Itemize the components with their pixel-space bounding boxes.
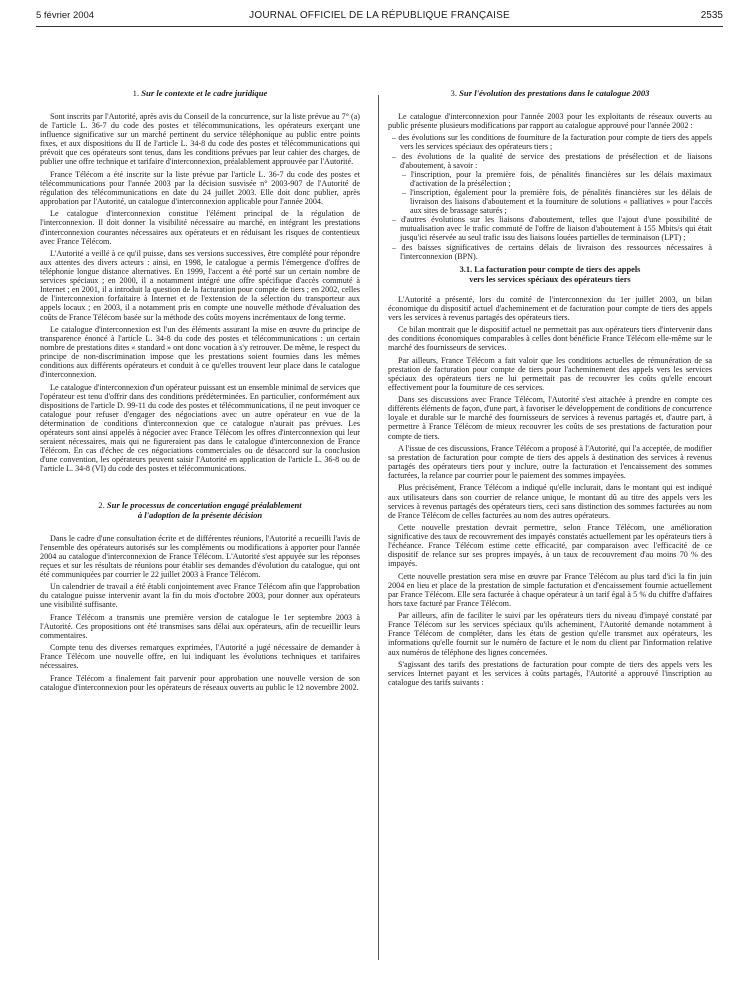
paragraph: Ce bilan montrait que le dispositif actuel ne permettait pas aux opérateurs tiers d'intervenir dans des conditions économiques comparables à celles dont bénéficie France Télécom elle-même sur le marché des fournisseurs de services. bbox=[388, 325, 712, 353]
paragraph: France Télécom a transmis une première version de catalogue le 1er septembre 2003 à l'Autorité. Ces propositions ont été transmises sans délai aux opérateurs, afin de recueillir leurs commentaires. bbox=[40, 612, 360, 640]
list-item: – des évolutions sur les conditions de fourniture de la facturation pour compte de tiers des appels vers les services spéciaux des opérateurs tiers ; bbox=[392, 133, 712, 152]
paragraph: Le catalogue d'interconnexion est l'un des éléments assurant la mise en œuvre du principe de transparence énoncé à l'article L. 34-8 du code des postes et télécommunications : un certain nombre de prestations dites « standard » ont donc vocation à s'y retrouver. De même, le respect du principe de non-discrimination impose que les prestations soient fournies dans les mêmes conditions aux différents opérateurs et conduit à ce qu'elles trouvent leur place dans le catalogue d'interconnexion. bbox=[40, 324, 360, 380]
paragraph: Le catalogue d'interconnexion constitue l'élément principal de la régulation de l'interconnexion. Il doit donner la visibilité nécessaire au marché, en intégrant les prestations d'interconnexion courantes nécessaires aux opérateurs et en réduisant les risques de contentieux avec France Télécom. bbox=[40, 209, 360, 246]
section-3-number: 3. bbox=[450, 88, 457, 98]
paragraph: S'agissant des tarifs des prestations de facturation pour compte de tiers des appels vers les services Internet payant et les services à coûts partagés, l'Autorité a approuvé l'inscription au catalogue des tarifs suivants : bbox=[388, 659, 712, 688]
list-subitem: – l'inscription, également pour la première fois, de pénalités financières sur les délais de livraison des liaisons d'aboutement et la fourniture de solutions « palliatives » pour l'accès aux sites de brassage saturés ; bbox=[402, 187, 712, 216]
column-divider bbox=[378, 95, 379, 960]
modifications-list bbox=[388, 133, 712, 260]
list-item: – des évolutions de la qualité de service des prestations de présélection et de liaisons d'aboutement, à savoir : bbox=[392, 151, 712, 170]
header-page-number: 2535 bbox=[700, 10, 723, 21]
list-subitem: – l'inscription, pour la première fois, de pénalités financières sur les délais maximaux d'activation de la présélection ; bbox=[402, 169, 712, 188]
section-1-number: 1. bbox=[132, 88, 140, 98]
section-3-1-title-line-1: 3.1. La facturation pour compte de tiers des appels bbox=[459, 264, 641, 274]
paragraph: Dans ses discussions avec France Télécom, l'Autorité s'est attachée à prendre en compte ces différents éléments de façon, d'une part, à favoriser le développement de conditions de concurrence loyale et durable sur le marché des fournisseurs de services à revenus partagés et, d'autre part, à permettre à France Télécom de mieux recouvrer les coûts de ses prestations de facturation pour compte de tiers. bbox=[388, 395, 712, 441]
paragraph: Plus précisément, France Télécom a indiqué qu'elle inclurait, dans le montant qui est indiqué aux utilisateurs dans son courrier de relance unique, le montant dû au titre des appels vers les services à revenus partagés des opérateurs tiers, ceci sans distinction des sommes facturées au nom de France Télécom de celles facturées au nom des autres opérateurs. bbox=[388, 483, 712, 520]
right-column bbox=[388, 88, 712, 690]
section-3-title: Sur l'évolution des prestations dans le catalogue 2003 bbox=[459, 88, 650, 98]
paragraph: Cette nouvelle prestation sera mise en œuvre par France Télécom au plus tard d'ici la fin juin 2004 en lieu et place de la prestation de simple facturation et d'encaissement fournie actuellement par France Télécom. Elle sera facturée à chaque opérateur à un tarif égal à 5 % du chiffre d'affaires hors taxe facturé par France Télécom. bbox=[388, 571, 712, 608]
paragraph: L'Autorité a veillé à ce qu'il puisse, dans ses versions successives, être complété pour répondre aux attentes des divers acteurs : ainsi, en 1998, le catalogue a permis l'émergence d'offres de téléphonie longue distance alternatives. En 1999, l'accent a été porté sur un certain nombre de services spéciaux ; en 2000, il a notamment intégré une offre spécifique d'accès commuté à Internet ; en 2001, il a introduit la question de la facturation pour compte de tiers ; en 2002, celles de l'interconnexion forfaitaire à Internet et de l'extension de la sélection du transporteur aux appels locaux ; en 2003, il a notamment pris en compte une nouvelle méthode d'évaluation des coûts de France Télécom basée sur la méthode des coûts moyens incrémentaux de long terme. bbox=[40, 248, 360, 322]
section-2-title-line-2: à l'adoption de la présente décision bbox=[137, 509, 263, 520]
paragraph: Un calendrier de travail a été établi conjointement avec France Télécom afin que l'approbation du catalogue puisse intervenir avant la fin du mois d'octobre 2003, pour donner aux opérateurs une visibilité suffisante. bbox=[40, 582, 360, 610]
section-3-1-title-line-2: vers les services spéciaux des opérateurs tiers bbox=[469, 274, 631, 284]
section-2-title-line-1: Sur le processus de concertation engagé préalablement bbox=[106, 499, 302, 510]
paragraph: L'Autorité a présenté, lors du comité de l'interconnexion du 1er juillet 2003, un bilan économique du dispositif actuel d'acheminement et de facturation pour compte de tiers des appels vers les services à revenus partagés des opérateurs tiers. bbox=[388, 294, 712, 322]
paragraph: Par ailleurs, France Télécom a fait valoir que les conditions actuelles de rémunération de sa prestation de facturation pour compte de tiers pour l'acheminement des appels vers les services spéciaux des opérateurs tiers ne lui permettait pas de recouvrer les coûts qu'elle encourt effectivement pour la fourniture de ces services. bbox=[388, 355, 712, 392]
paragraph: Le catalogue d'interconnexion pour l'année 2003 pour les exploitants de réseaux ouverts au public présente plusieurs modifications par rapport au catalogue approuvé pour l'année 2002 : bbox=[388, 112, 712, 131]
section-1-title: Sur le contexte et le cadre juridique bbox=[141, 88, 268, 98]
list-item: – des baisses significatives de certains délais de livraison des ressources nécessaires à l'interconnexion (BPN). bbox=[392, 242, 712, 261]
left-column bbox=[40, 88, 360, 695]
paragraph: Compte tenu des diverses remarques exprimées, l'Autorité a jugé nécessaire de demander à France Télécom une nouvelle offre, en lui indiquant les évolutions techniques et tarifaires nécessaires. bbox=[40, 643, 360, 671]
paragraph: Par ailleurs, afin de faciliter le suivi par les opérateurs tiers du niveau d'impayé constaté par France Télécom sur les services spéciaux qu'ils acheminent, l'Autorité demande notamment à France Télécom de compléter, dans les états de gestion qu'elle transmet aux opérateurs, les informations qu'elle fournit sur le numéro de facture et le nom du client par l'information relative aux numéros de téléphone des lignes concernées. bbox=[388, 611, 712, 657]
page-header bbox=[36, 10, 723, 24]
paragraph: Dans le cadre d'une consultation écrite et de différentes réunions, l'Autorité a recueilli l'avis de l'ensemble des opérateurs autorisés sur les compléments ou modifications à apporter pour l'année 2004 au catalogue d'interconnexion de France Télécom. L'Autorité s'est appuyée sur les réponses reçues et sur les résultats de réunions pour établir ses demandes d'évolution du catalogue, qui ont été communiquées par courrier le 22 juillet 2003 à France Télécom. bbox=[40, 533, 360, 579]
header-date: 5 février 2004 bbox=[36, 10, 95, 21]
section-3-1-heading bbox=[388, 265, 712, 285]
section-2-heading bbox=[40, 500, 360, 520]
list-item: – d'autres évolutions sur les liaisons d'aboutement, telles que l'ajout d'une possibilité de mutualisation avec le trafic commuté de l'offre de liaison d'aboutement à 155 Mbits/s qui était jusqu'ici réservée au seul trafic issu des liaisons louées partielles de terminaison (LPT) ; bbox=[392, 215, 712, 243]
paragraph: Cette nouvelle prestation devrait permettre, selon France Télécom, une amélioration significative des taux de recouvrement des impayés constatés actuellement par les opérateurs tiers à l'échéance. France Télécom estime cette efficacité, par comparaison avec l'efficacité de ce dispositif de relance sur ses propres impayés, à un taux de recouvrement d'au moins 70 % des impayés. bbox=[388, 522, 712, 569]
section-2-number: 2. bbox=[98, 499, 105, 510]
header-rule bbox=[36, 26, 723, 27]
paragraph: A l'issue de ces discussions, France Télécom a proposé à l'Autorité, qui l'a acceptée, de modifier sa prestation de facturation pour compte de tiers des appels à destination des services à revenus partagés des opérateurs tiers pour y inclure, outre la facturation et l'encaissement des sommes facturées, la relance par courrier pour le paiement des sommes impayées. bbox=[388, 443, 712, 481]
paragraph: Le catalogue d'interconnexion d'un opérateur puissant est un ensemble minimal de services que l'opérateur est tenu d'offrir dans des conditions prédéterminées. En particulier, conformément aux dispositions de l'article D. 99-11 du code des postes et télécommunications, il ne peut invoquer ce catalogue pour refuser d'engager des négociations avec un autre opérateur en vue de la détermination de conditions d'interconnexion que ce catalogue n'aurait pas prévues. Les opérateurs sont ainsi appelés à négocier avec France Télécom les offres d'interconnexion qui leur seraient nécessaires, mais qui ne figureraient pas dans le catalogue d'interconnexion de France Télécom. En cas d'échec de ces négociations commerciales ou de désaccord sur la conclusion d'une convention, les opérateurs peuvent saisir l'Autorité en application de l'article L. 36-8 ou de l'article L. 34-8 (VI) du code des postes et télécommunications. bbox=[40, 382, 360, 474]
paragraph: Sont inscrits par l'Autorité, après avis du Conseil de la concurrence, sur la liste prévue au 7° (a) de l'article L. 36-7 du code des postes et télécommunications, les opérateurs exerçant une influence significative sur un marché pertinent du service téléphonique au public entre points fixes, et aux dispositions du II de l'article L. 34-8 du code des postes et télécommunications qui prévoit que ces opérateurs sont tenus, dans les conditions prévues par leur cahier des charges, de publier une offre technique et tarifaire d'interconnexion, préalablement approuvée par l'Autorité. bbox=[40, 112, 360, 167]
paragraph: France Télécom a été inscrite sur la liste prévue par l'article L. 36-7 du code des postes et télécommunications pour l'année 2003 par la décision susvisée n° 2003-907 de l'Autorité de régulation des télécommunications en date du 24 juillet 2003. Elle doit donc publier, après approbation par l'Autorité, un catalogue d'interconnexion applicable pour l'année 2004. bbox=[40, 169, 360, 207]
section-3-heading bbox=[388, 88, 712, 98]
section-1-heading bbox=[40, 88, 360, 98]
paragraph: France Télécom a finalement fait parvenir pour approbation une nouvelle version de son catalogue d'interconnexion pour les opérateurs de réseaux ouverts au public le 12 novembre 2002. bbox=[40, 673, 360, 692]
header-journal-title: JOURNAL OFFICIEL DE LA RÉPUBLIQUE FRANÇAISE bbox=[249, 10, 510, 21]
